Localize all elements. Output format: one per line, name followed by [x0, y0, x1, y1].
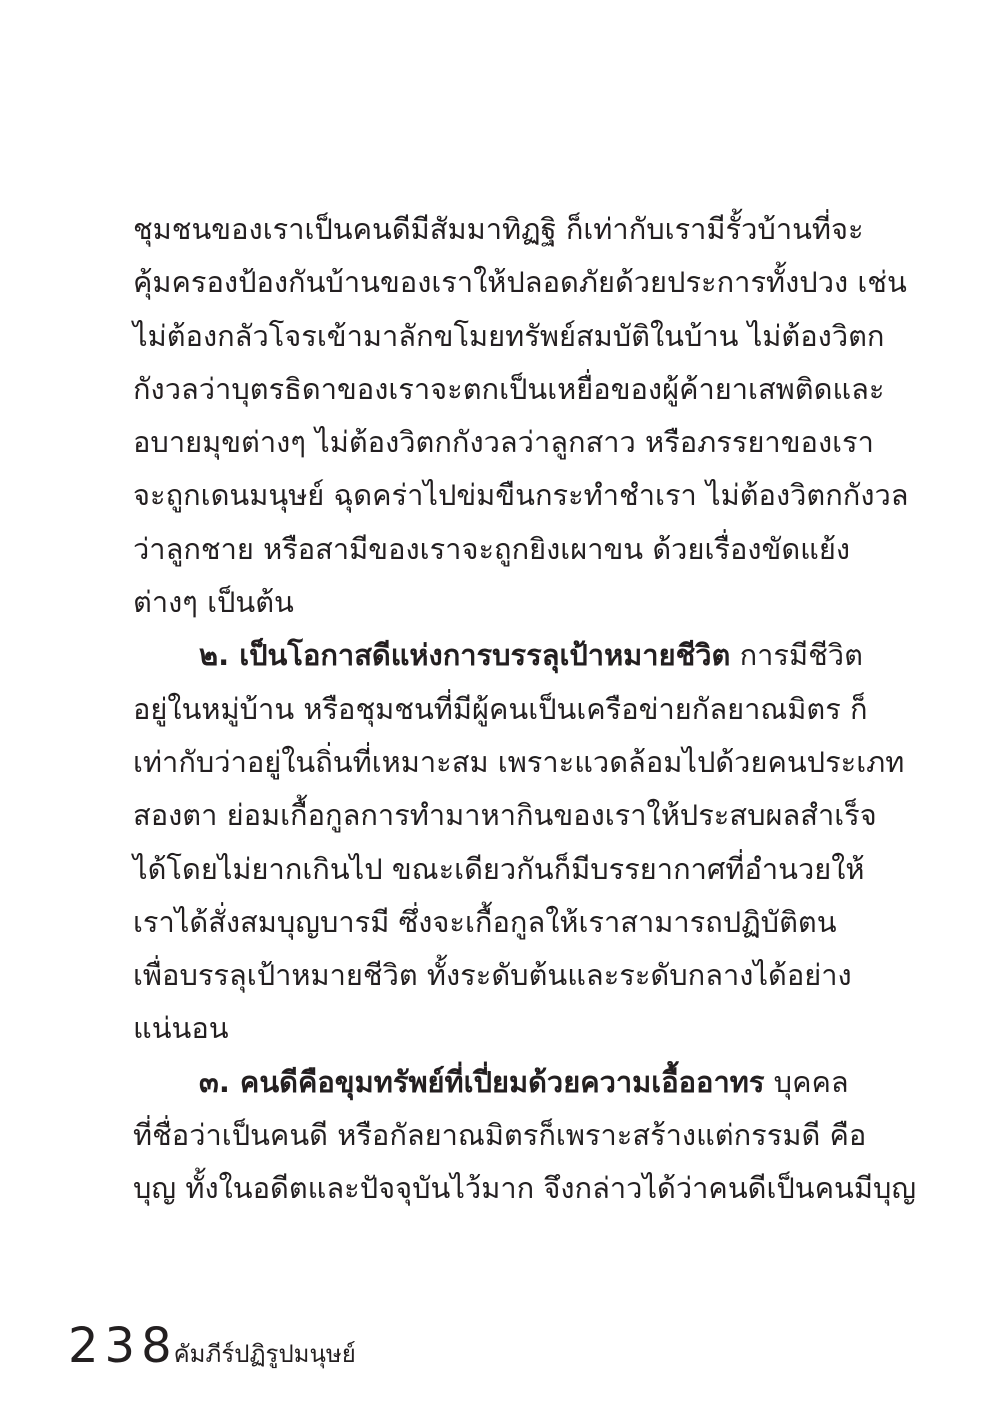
text-line [133, 1056, 849, 1109]
page-number: 238 [68, 1318, 178, 1374]
text-line: สองตา ย่อมเกื้อกูลการทำมาหากินของเราให้ประสบผลสำเร็จ [133, 798, 877, 833]
text-line: ชุมชนของเราเป็นคนดีมีสัมมาทิฏฐิ ก็เท่ากับเรามีรั้วบ้านที่จะ [133, 212, 864, 246]
section-heading: ๓. คนดีคือขุมทรัพย์ที่เปี่ยมด้วยความเอื้ออาทร [199, 1064, 765, 1099]
text-line: กังวลว่าบุตรธิดาของเราจะตกเป็นเหยื่อของผู้ค้ายาเสพติดและ [133, 371, 885, 406]
page-footer [68, 1318, 356, 1374]
book-title: คัมภีร์ปฏิรูปมนุษย์ [173, 1340, 356, 1368]
text-line: อบายมุขต่างๆ ไม่ต้องวิตกกังวลว่าลูกสาว หรือภรรยาของเรา [133, 425, 874, 460]
text-line: ต่างๆ เป็นต้น [133, 585, 294, 620]
text-line: แน่นอน [133, 1011, 229, 1046]
text-line: ว่าลูกชาย หรือสามีของเราจะถูกยิงเผาขน ด้วยเรื่องขัดแย้ง [133, 531, 851, 566]
text-span: บุคคล [773, 1064, 849, 1099]
page-body [133, 203, 917, 1216]
text-line [133, 629, 863, 682]
text-line: เท่ากับว่าอยู่ในถิ่นที่เหมาะสม เพราะแวดล้อมไปด้วยคนประเภท [133, 744, 905, 779]
section-heading: ๒. เป็นโอกาสดีแห่งการบรรลุเป้าหมายชีวิต [199, 638, 731, 673]
paragraph-2 [133, 629, 905, 1055]
paragraph-3 [133, 1056, 917, 1216]
text-line: จะถูกเดนมนุษย์ ฉุดคร่าไปข่มขืนกระทำชำเรา ไม่ต้องวิตกกังวล [133, 478, 909, 513]
text-span: การมีชีวิต [739, 638, 863, 673]
text-line: ได้โดยไม่ยากเกินไป ขณะเดียวกันก็มีบรรยากาศที่อำนวยให้ [133, 851, 865, 886]
text-line: อยู่ในหมู่บ้าน หรือชุมชนที่มีผู้คนเป็นเครือข่ายกัลยาณมิตร ก็ [133, 691, 868, 726]
text-line: บุญ ทั้งในอดีตและปัจจุบันไว้มาก จึงกล่าวได้ว่าคนดีเป็นคนมีบุญ [133, 1171, 917, 1206]
text-line: ไม่ต้องกลัวโจรเข้ามาลักขโมยทรัพย์สมบัติในบ้าน ไม่ต้องวิตก [133, 318, 885, 353]
text-line: เราได้สั่งสมบุญบารมี ซึ่งจะเกื้อกูลให้เราสามารถปฏิบัติตน [133, 904, 837, 939]
text-line: เพื่อบรรลุเป้าหมายชีวิต ทั้งระดับต้นและระดับกลางได้อย่าง [133, 958, 852, 993]
text-line: ที่ชื่อว่าเป็นคนดี หรือกัลยาณมิตรก็เพราะสร้างแต่กรรมดี คือ [133, 1118, 867, 1153]
text-line: คุ้มครองป้องกันบ้านของเราให้ปลอดภัยด้วยประการทั้งปวง เช่น [133, 265, 907, 300]
paragraph-1 [133, 203, 909, 629]
